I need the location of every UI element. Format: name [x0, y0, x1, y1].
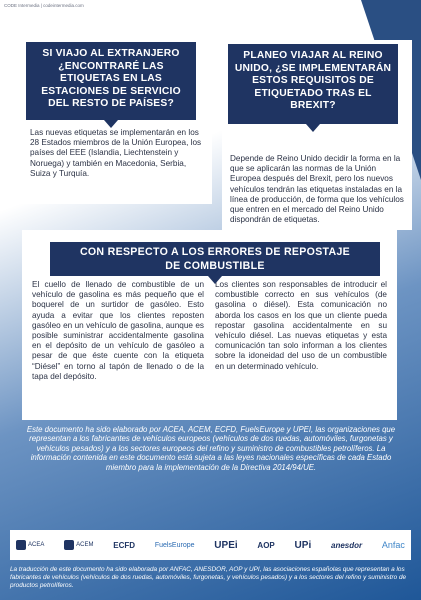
refuel-section-title — [50, 242, 380, 276]
acem-mark-icon — [64, 540, 74, 550]
upei-logo: UPEi — [214, 539, 238, 551]
aop-logo: AOP — [257, 540, 275, 550]
q2-title: PLANEO VIAJAR AL REINO UNIDO, ¿SE IMPLEMENTARÁN ESTOS REQUISITOS DE ETIQUETADO TRAS EL BREXIT? — [228, 44, 398, 124]
ecfd-logo: ECFD — [113, 540, 136, 550]
acea-mark-icon — [16, 540, 26, 550]
acea-logo: ACEA — [16, 540, 44, 550]
q1-body: Las nuevas etiquetas se implementarán en los 28 Estados miembros de la Unión Europea, los países del EEE (Islandia, Liechtenstein y Noruega) y también en Macedonia, Serbia, Suiza y Turquía. — [30, 128, 202, 178]
anesdor-logo: anesdor — [331, 540, 363, 550]
source-header: CODE Intermedia | codeintermedia.com — [4, 3, 84, 8]
translation-footnote: La traducción de este documento ha sido elaborada por ANFAC, ANESDOR, AOP y UPI, las asociaciones españolas que representan a los fabricantes de vehículos (vehículos de dos ruedas, automóviles, furgonetas, y vehículos pesados) y a los sectores del refino y suministro de productos petrolíferos. — [10, 566, 407, 589]
disclaimer-text: Este documento ha sido elaborado por ACEA, ACEM, ECFD, FuelsEurope y UPEI, las organizaciones que representan a los fabricantes de vehículos europeos (vehículos de dos ruedas, automóviles, furgonetas y vehículos pesados) y a los sectores europeos del refino y suministro de combustibles petrolíferos. La información contenida en este documento está sujeta a las leyes nacionales específicas de cada Estado miembro para la implementación de la Directiva 2014/94/UE. — [26, 425, 396, 472]
refuel-title-line2: DE COMBUSTIBLE — [165, 260, 265, 272]
refuel-title-line1: CON RESPECTO A LOS ERRORES DE REPOSTAJE — [79, 246, 351, 258]
fuelseurope-logo: FuelsEurope — [154, 541, 195, 549]
refuel-left-column: El cuello de llenado de combustible de un vehículo de gasolina es más pequeño que el boquerel de un surtidor de gasóleo. Esto ayuda a evitar que los clientes reposten gasóleo en un vehículo de gasolina, aunque es posible suministrar accidentalmente gasolina en el depósito de un vehículo de gasóleo a pesar de que éste cuente con la etiqueta “Diésel” en torno al tapón de llenado o de la tapa del depósito. — [32, 280, 204, 381]
anfac-logo: Anfac — [381, 540, 405, 550]
q2-body: Depende de Reino Unido decidir la forma en la que se aplicarán las normas de la Unión Europea después del Brexit, pero los nuevos vehículos tendrán las etiquetas instaladas en la línea de producción, de forma que los vehículos que entren en el mercado del Reino Unido dispondrán de etiquetas. — [230, 154, 404, 225]
upi-logo: UPi — [294, 539, 312, 551]
q1-title: SI VIAJO AL EXTRANJERO ¿ENCONTRARÉ LAS ETIQUETAS EN LAS ESTACIONES DE SERVICIO DEL RESTO DE PAÍSES? — [26, 42, 196, 120]
refuel-right-column: Los clientes son responsables de introducir el combustible correcto en sus vehículos (de gasolina o diésel). Esta comunicación no aborda los casos en los que un cliente pueda repostar gasolina accidentalmente en su vehículo diésel. Las nuevas etiquetas y esta comunicación tan solo informan a los clientes sobre la idoneidad del uso de un combustible en un determinado vehículo. — [215, 280, 387, 371]
acem-logo: ACEM — [64, 540, 93, 550]
logo-strip — [10, 530, 411, 560]
